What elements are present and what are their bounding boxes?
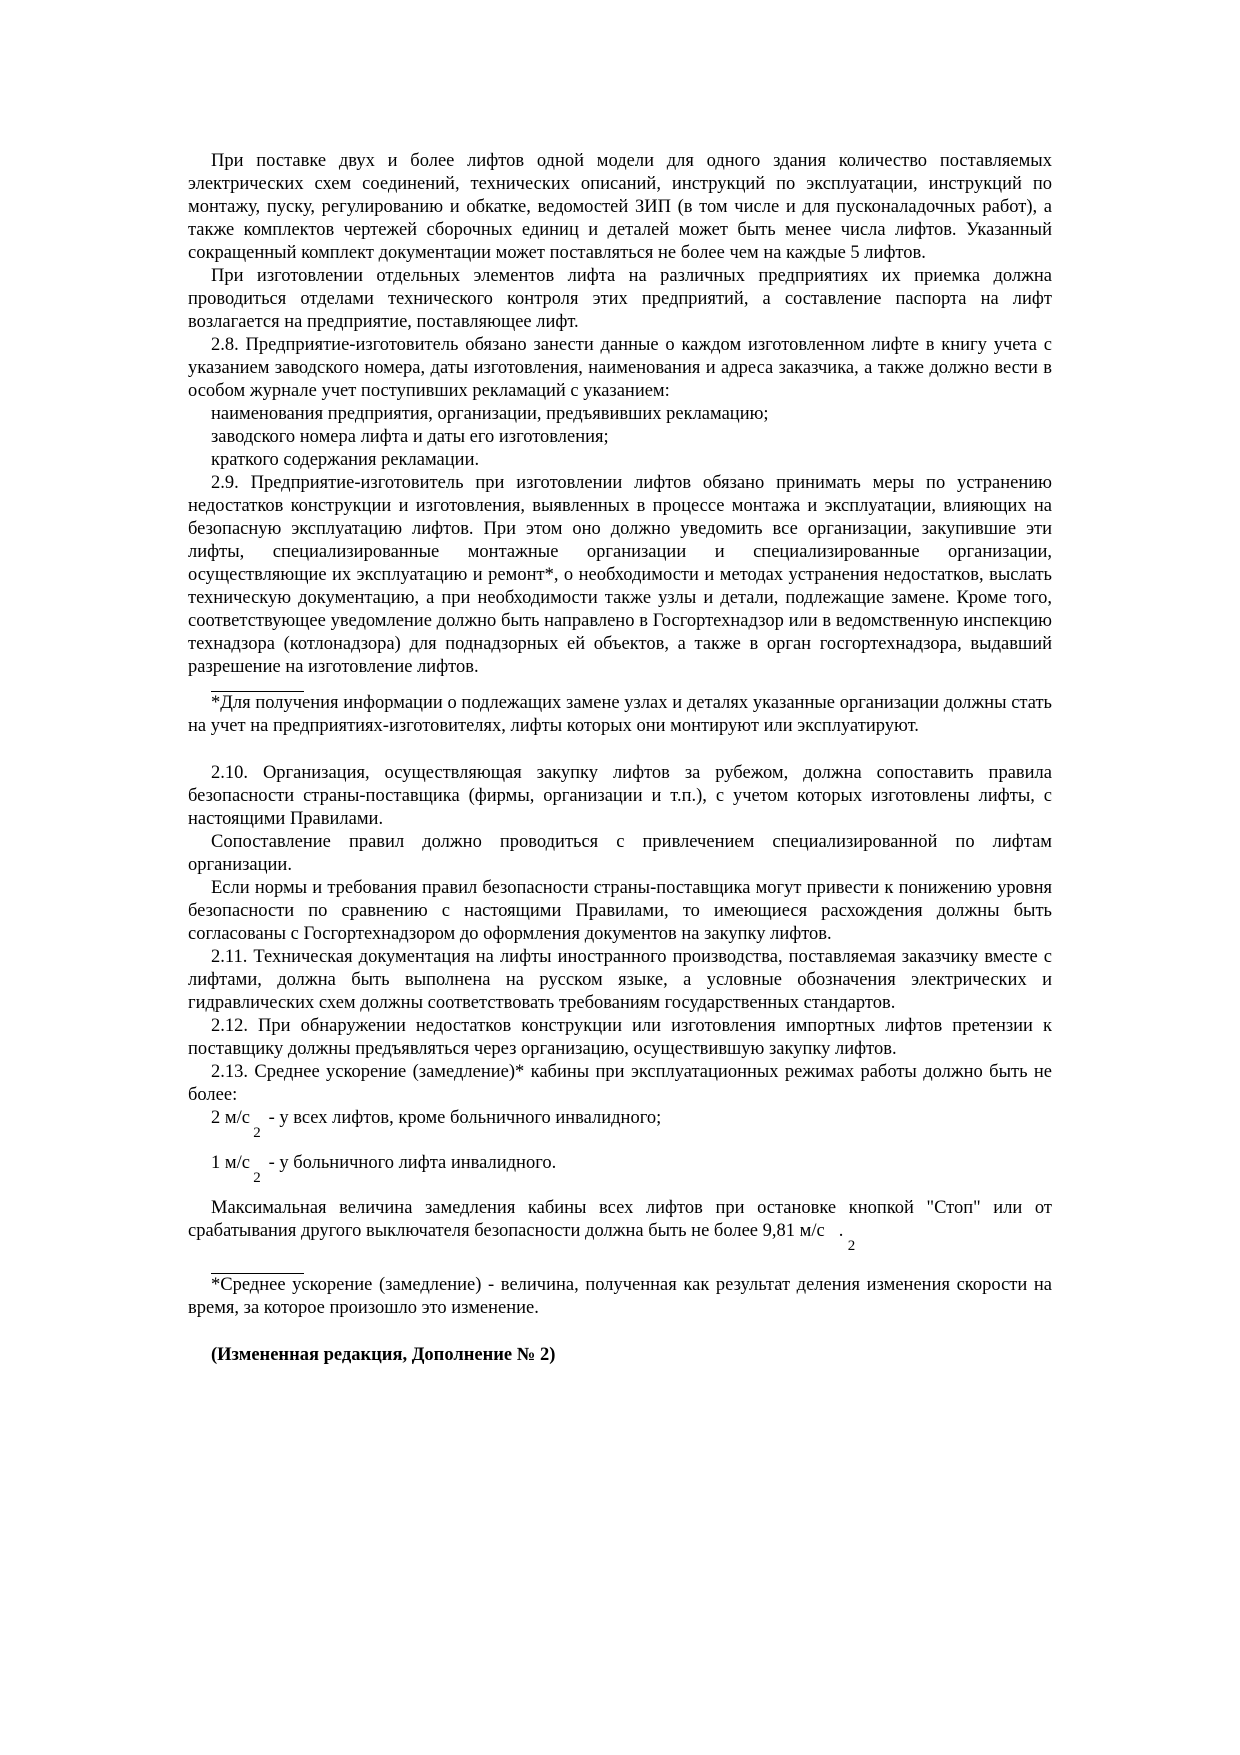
revision-note: (Измененная редакция, Дополнение № 2) xyxy=(211,1345,556,1365)
document-page xyxy=(188,150,1052,1367)
paragraph-2-12: 2.12. При обнаружении недостатков конструкции или изготовления импортных лифтов претензии к поставщику должны предъявляться через организацию, осуществившую закупку лифтов. xyxy=(188,1016,1052,1059)
unit-exponent: 2 xyxy=(253,1170,261,1186)
acceleration-limit-row xyxy=(188,1107,1052,1141)
paragraph-2-9: 2.9. Предприятие-изготовитель при изготовлении лифтов обязано принимать меры по устранению недостатков конструкции и изготовления, выявленных в процессе монтажа и эксплуатации, влияющих на безопасную эксплуатацию лифтов. При этом оно должно уведомить все организации, закупившие эти лифты, специализированные монтажные организации и специализированные организации, осуществляющие их эксплуатацию и ремонт*, о необходимости и методах устранения недостатков, выслать техническую документацию, а при необходимости также узлы и детали, подлежащие замене. Кроме того, соответствующее уведомление должно быть направлено в Госгортехнадзор или в ведомственную инспекцию технадзора (котлонадзора) для поднадзорных ей объектов, а также в орган госгортехнадзора, выдавший разрешение на изготовление лифтов. xyxy=(188,473,1052,677)
max-deceleration-text: Максимальная величина замедления кабины всех лифтов при остановке кнопкой "Стоп" или от срабатывания другого выключателя безопасности должна быть не более 9,81 м/с xyxy=(188,1198,1052,1241)
acceleration-value: 2 м/с xyxy=(211,1108,250,1128)
paragraph-2-11: 2.11. Техническая документация на лифты иностранного производства, поставляемая заказчику вместе с лифтами, должна быть выполнена на русском языке, а условные обозначения электрических и гидравлических схем должны соответствовать требованиям государственных стандартов. xyxy=(188,947,1052,1013)
max-deceleration-tail: . xyxy=(838,1221,844,1241)
paragraph-comparison: Сопоставление правил должно проводиться с привлечением специализированной по лифтам организации. xyxy=(188,832,1052,875)
unit-exponent: 2 xyxy=(253,1125,261,1141)
acceleration-description: - у всех лифтов, кроме больничного инвалидного; xyxy=(263,1108,662,1128)
list-item: наименования предприятия, организации, предъявивших рекламацию; xyxy=(211,404,769,424)
paragraph-2-10: 2.10. Организация, осуществляющая закупку лифтов за рубежом, должна сопоставить правила безопасности страны-поставщика (фирмы, организации и т.п.), с учетом которых изготовлены лифты, с настоящими Правилами. xyxy=(188,763,1052,829)
footnote-2: *Среднее ускорение (замедление) - величина, полученная как результат деления изменения скорости на время, за которое произошло это изменение. xyxy=(188,1275,1052,1318)
paragraph-delivery-docs: При поставке двух и более лифтов одной модели для одного здания количество поставляемых электрических схем соединений, технических описаний, инструкций по эксплуатации, инструкций по монтажу, пуску, регулированию и обкатке, ведомостей ЗИП (в том числе и для пусконаладочных работ), а также комплектов чертежей сборочных единиц и деталей может быть менее числа лифтов. Указанный сокращенный комплект документации может поставляться не более чем на каждые 5 лифтов. xyxy=(188,151,1052,263)
paragraph-max-deceleration xyxy=(188,1197,1052,1254)
paragraph-2-13: 2.13. Среднее ускорение (замедление)* кабины при эксплуатационных режимах работы должно быть не более: xyxy=(188,1062,1052,1105)
paragraph-2-8: 2.8. Предприятие-изготовитель обязано занести данные о каждом изготовленном лифте в книгу учета с указанием заводского номера, даты изготовления, наименования и адреса заказчика, а также должно вести в особом журнале учет поступивших рекламаций с указанием: xyxy=(188,335,1052,401)
footnote-1: *Для получения информации о подлежащих замене узлах и деталях указанные организации должны стать на учет на предприятиях-изготовителях, лифты которых они монтируют или эксплуатируют. xyxy=(188,693,1052,736)
acceleration-description: - у больничного лифта инвалидного. xyxy=(263,1153,557,1173)
paragraph-norms: Если нормы и требования правил безопасности страны-поставщика могут привести к понижению уровня безопасности по сравнению с настоящими Правилами, то имеющиеся расхождения должны быть согласованы с Госгортехнадзором до оформления документов на закупку лифтов. xyxy=(188,878,1052,944)
acceleration-limit-row xyxy=(188,1152,1052,1186)
unit-exponent: 2 xyxy=(847,1238,856,1254)
list-item: заводского номера лифта и даты его изготовления; xyxy=(211,427,609,447)
acceleration-value: 1 м/с xyxy=(211,1153,250,1173)
paragraph-acceptance: При изготовлении отдельных элементов лифта на различных предприятиях их приемка должна проводиться отделами технического контроля этих предприятий, а составление паспорта на лифт возлагается на предприятие, поставляющее лифт. xyxy=(188,266,1052,332)
list-item: краткого содержания рекламации. xyxy=(211,450,480,470)
